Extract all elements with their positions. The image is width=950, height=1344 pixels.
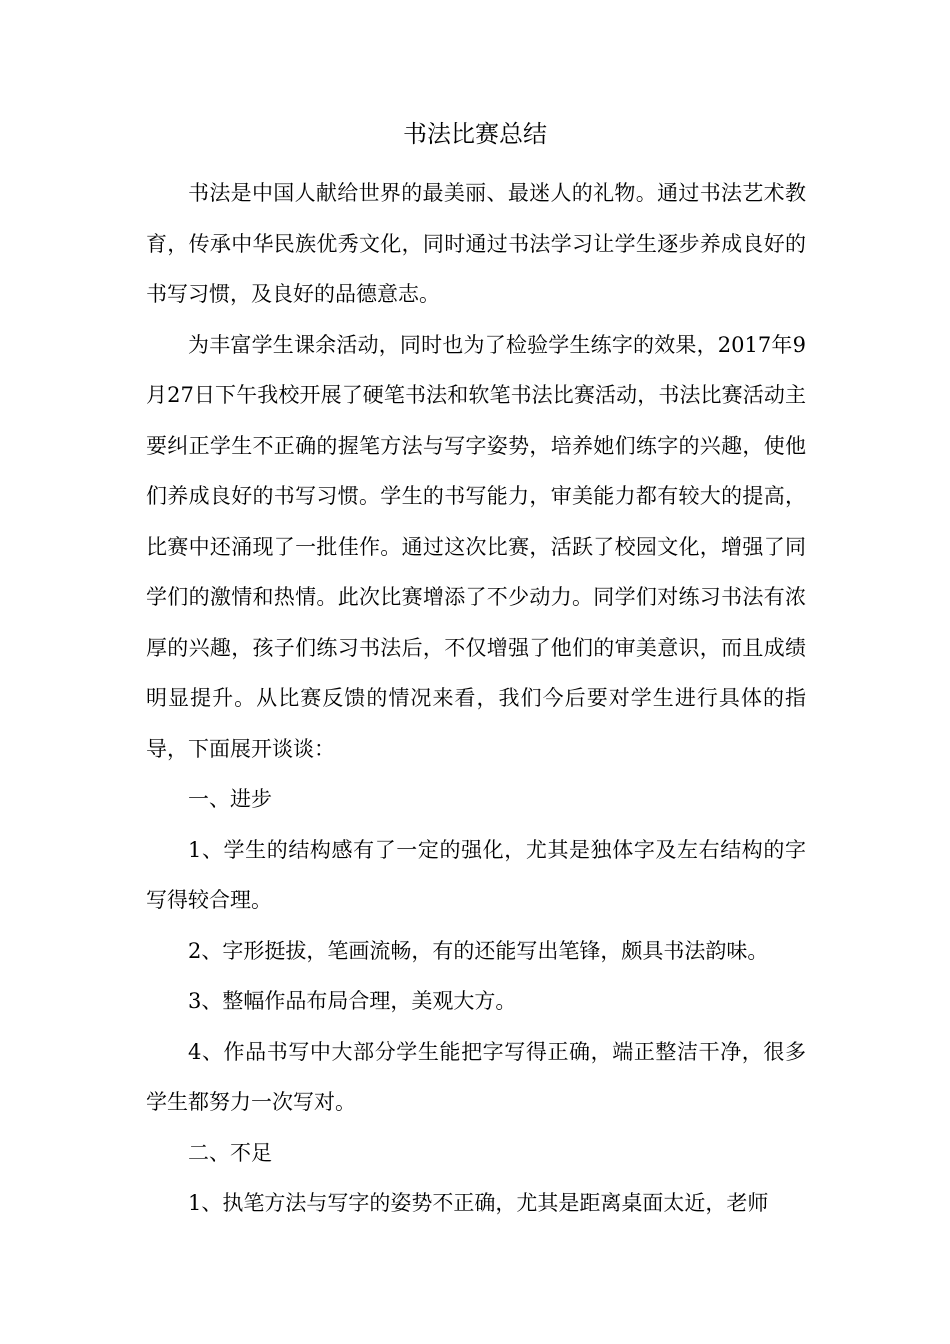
document-title: 书法比赛总结 bbox=[403, 120, 547, 148]
progress-item-4: 4、作品书写中大部分学生能把字写得正确，端正整洁干净，很多学生都努力一次写对。 bbox=[146, 1039, 806, 1114]
document-body bbox=[146, 168, 806, 1229]
progress-item-2: 2、字形挺拔，笔画流畅，有的还能写出笔锋，颇具书法韵味。 bbox=[188, 938, 769, 963]
shortcoming-item-1: 1、执笔方法与写字的姿势不正确，尤其是距离桌面太近，老师 bbox=[188, 1191, 769, 1215]
progress-item-3: 3、整幅作品布局合理，美观大方。 bbox=[188, 989, 517, 1013]
paragraph-intro: 书法是中国人献给世界的最美丽、最迷人的礼物。通过书法艺术教育，传承中华民族优秀文化，同时通过书法学习让学生逐步养成良好的书写习惯，及良好的品德意志。 bbox=[146, 181, 806, 306]
paragraph-activity: 为丰富学生课余活动，同时也为了检验学生练字的效果，2017年9月27日下午我校开展了硬笔书法和软笔书法比赛活动，书法比赛活动主要纠正学生不正确的握笔方法与写字姿势，培养她们练字的兴趣，使他们养成良好的书写习惯。学生的书写能力，审美能力都有较大的提高，比赛中还涌现了一批佳作。通过这次比赛，活跃了校园文化，增强了同学们的激情和热情。此次比赛增添了不少动力。同学们对练习书法有浓厚的兴趣，孩子们练习书法后，不仅增强了他们的审美意识，而且成绩明显提升。从比赛反馈的情况来看，我们今后要对学生进行具体的指导，下面展开谈谈： bbox=[146, 332, 806, 761]
section-heading-progress: 一、进步 bbox=[188, 787, 272, 811]
section-heading-shortcomings: 二、不足 bbox=[188, 1140, 272, 1165]
progress-item-1: 1、学生的结构感有了一定的强化，尤其是独体字及左右结构的字写得较合理。 bbox=[146, 837, 806, 912]
